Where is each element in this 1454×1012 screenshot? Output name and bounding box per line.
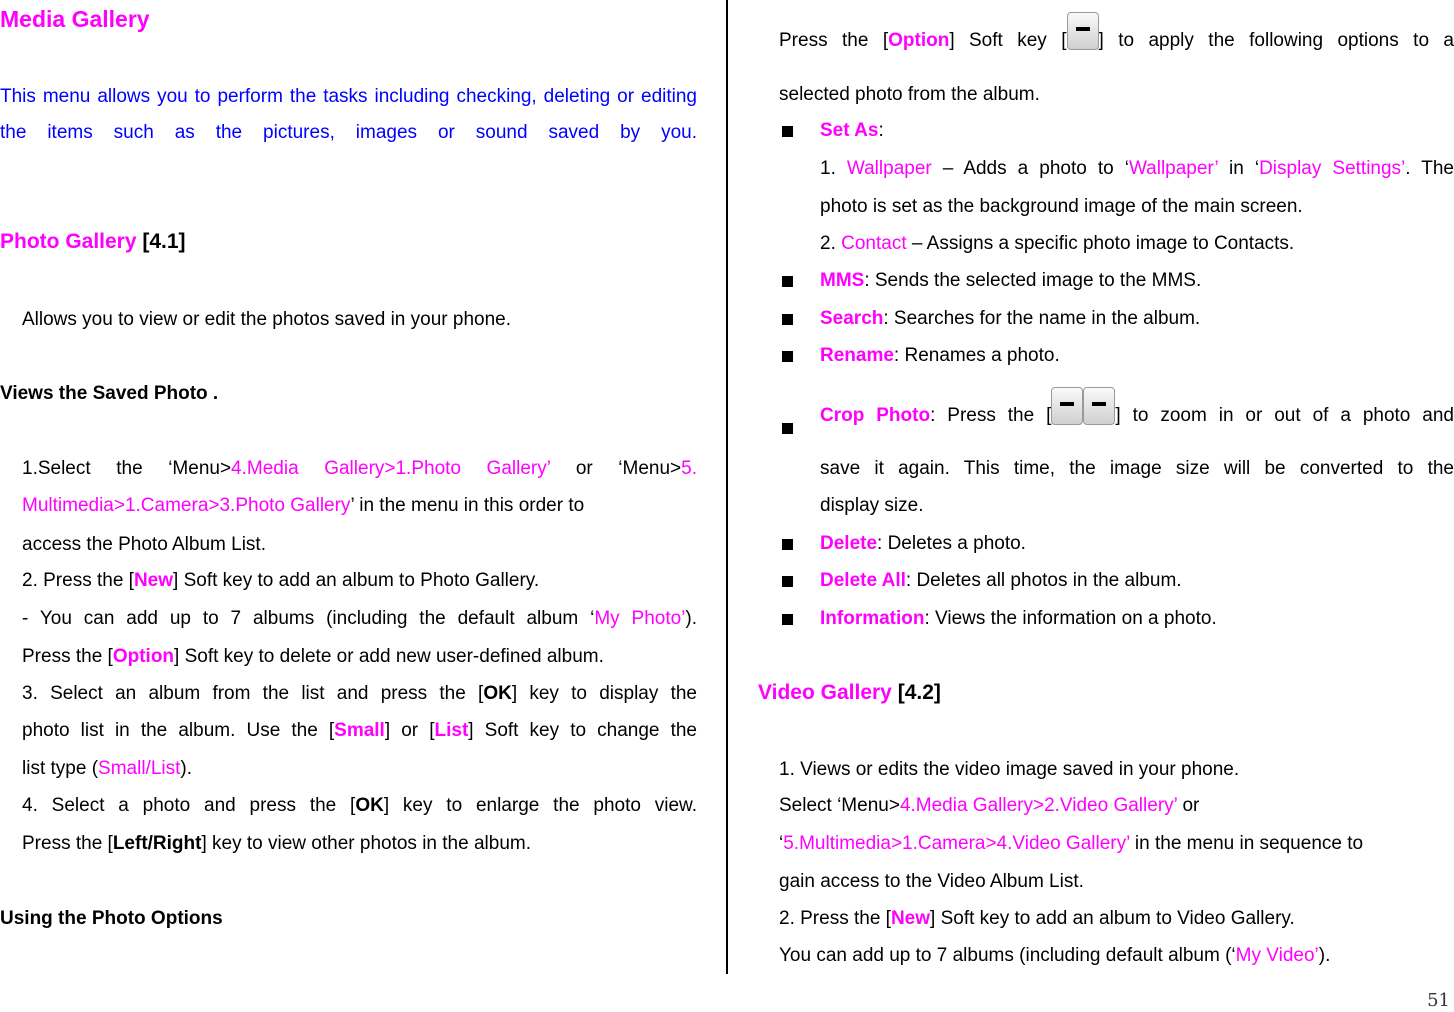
allows-text: Allows you to view or edit the photos saved in your phone. [22, 309, 512, 330]
wallpaper-line1: 1. Wallpaper – Adds a photo to ‘Wallpaper’ in ‘Display Settings’. The [820, 158, 1454, 179]
video-line5: 2. Press the [New] Soft key to add an album to Video Gallery. [779, 908, 1295, 929]
video-line4: gain access to the Video Album List. [779, 871, 1084, 892]
soft-key-icon [1067, 12, 1099, 50]
bullet-icon [782, 276, 793, 287]
crop-line1: Crop Photo: Press the [ ] to zoom in or out of a photo and [820, 387, 1454, 436]
column-divider [726, 0, 728, 974]
bullet-icon [782, 576, 793, 587]
step2b: - You can add up to 7 albums (including the default album ‘My Photo’). [22, 608, 698, 629]
search-item: Search: Searches for the name in the album. [820, 308, 1201, 329]
views-heading: Views the Saved Photo . [0, 383, 219, 404]
photo-gallery-heading: Photo Gallery [4.1] [0, 230, 186, 253]
zoom-in-key-icon [1083, 387, 1115, 425]
step4-line2: Press the [Left/Right] key to view other photos in the album. [22, 833, 531, 854]
rename-item: Rename: Renames a photo. [820, 345, 1060, 366]
delete-item: Delete: Deletes a photo. [820, 533, 1026, 554]
zoom-out-key-icon [1051, 387, 1083, 425]
contact-line: 2. Contact – Assigns a specific photo image to Contacts. [820, 233, 1295, 254]
bullet-icon [782, 351, 793, 362]
bullet-icon [782, 314, 793, 325]
crop-line2: save it again. This time, the image size will be converted to the [820, 458, 1454, 479]
video-line2: Select ‘Menu>4.Media Gallery>2.Video Gallery’ or [779, 795, 1200, 816]
using-heading: Using the Photo Options [0, 908, 223, 929]
page-number: 51 [1427, 990, 1450, 1011]
mms-item: MMS: Sends the selected image to the MMS. [820, 270, 1202, 291]
delete-all-item: Delete All: Deletes all photos in the album. [820, 570, 1182, 591]
information-item: Information: Views the information on a photo. [820, 608, 1217, 629]
video-gallery-heading: Video Gallery [4.2] [758, 681, 941, 704]
press-option-line1: Press the [Option] Soft key [ ] to apply the following options to a [779, 12, 1454, 61]
step4-line1: 4. Select a photo and press the [OK] key to enlarge the photo view. [22, 795, 697, 816]
step3-line2: photo list in the album. Use the [Small] or [List] Soft key to change the [22, 720, 697, 741]
step2c: Press the [Option] Soft key to delete or add new user-defined album. [22, 646, 604, 667]
bullet-icon [782, 126, 793, 137]
bullet-icon [782, 614, 793, 625]
page-title: Media Gallery [0, 6, 150, 32]
bullet-icon [782, 539, 793, 550]
step1-line2: Multimedia>1.Camera>3.Photo Gallery’ in the menu in this order to [22, 495, 585, 516]
intro-paragraph: This menu allows you to perform the tasks including checking, deleting or editing the items such as the pictures, images or sound saved by you. [0, 86, 697, 143]
set-as-item: Set As: [820, 120, 884, 141]
crop-line3: display size. [820, 495, 924, 516]
step1-line1: 1.Select the ‘Menu>4.Media Gallery>1.Photo Gallery’ or ‘Menu>5. [22, 458, 697, 479]
step2: 2. Press the [New] Soft key to add an album to Photo Gallery. [22, 570, 540, 591]
bullet-icon [782, 423, 793, 434]
video-line6: You can add up to 7 albums (including default album (‘My Video’). [779, 945, 1331, 966]
step3-line3: list type (Small/List). [22, 758, 192, 779]
wallpaper-line2: photo is set as the background image of the main screen. [820, 196, 1303, 217]
video-line1: 1. Views or edits the video image saved in your phone. [779, 759, 1240, 780]
step1-line3: access the Photo Album List. [22, 534, 266, 555]
video-line3: ‘5.Multimedia>1.Camera>4.Video Gallery’ in the menu in sequence to [779, 833, 1364, 854]
press-option-line2: selected photo from the album. [779, 84, 1040, 105]
step3-line1: 3. Select an album from the list and press the [OK] key to display the [22, 683, 697, 704]
